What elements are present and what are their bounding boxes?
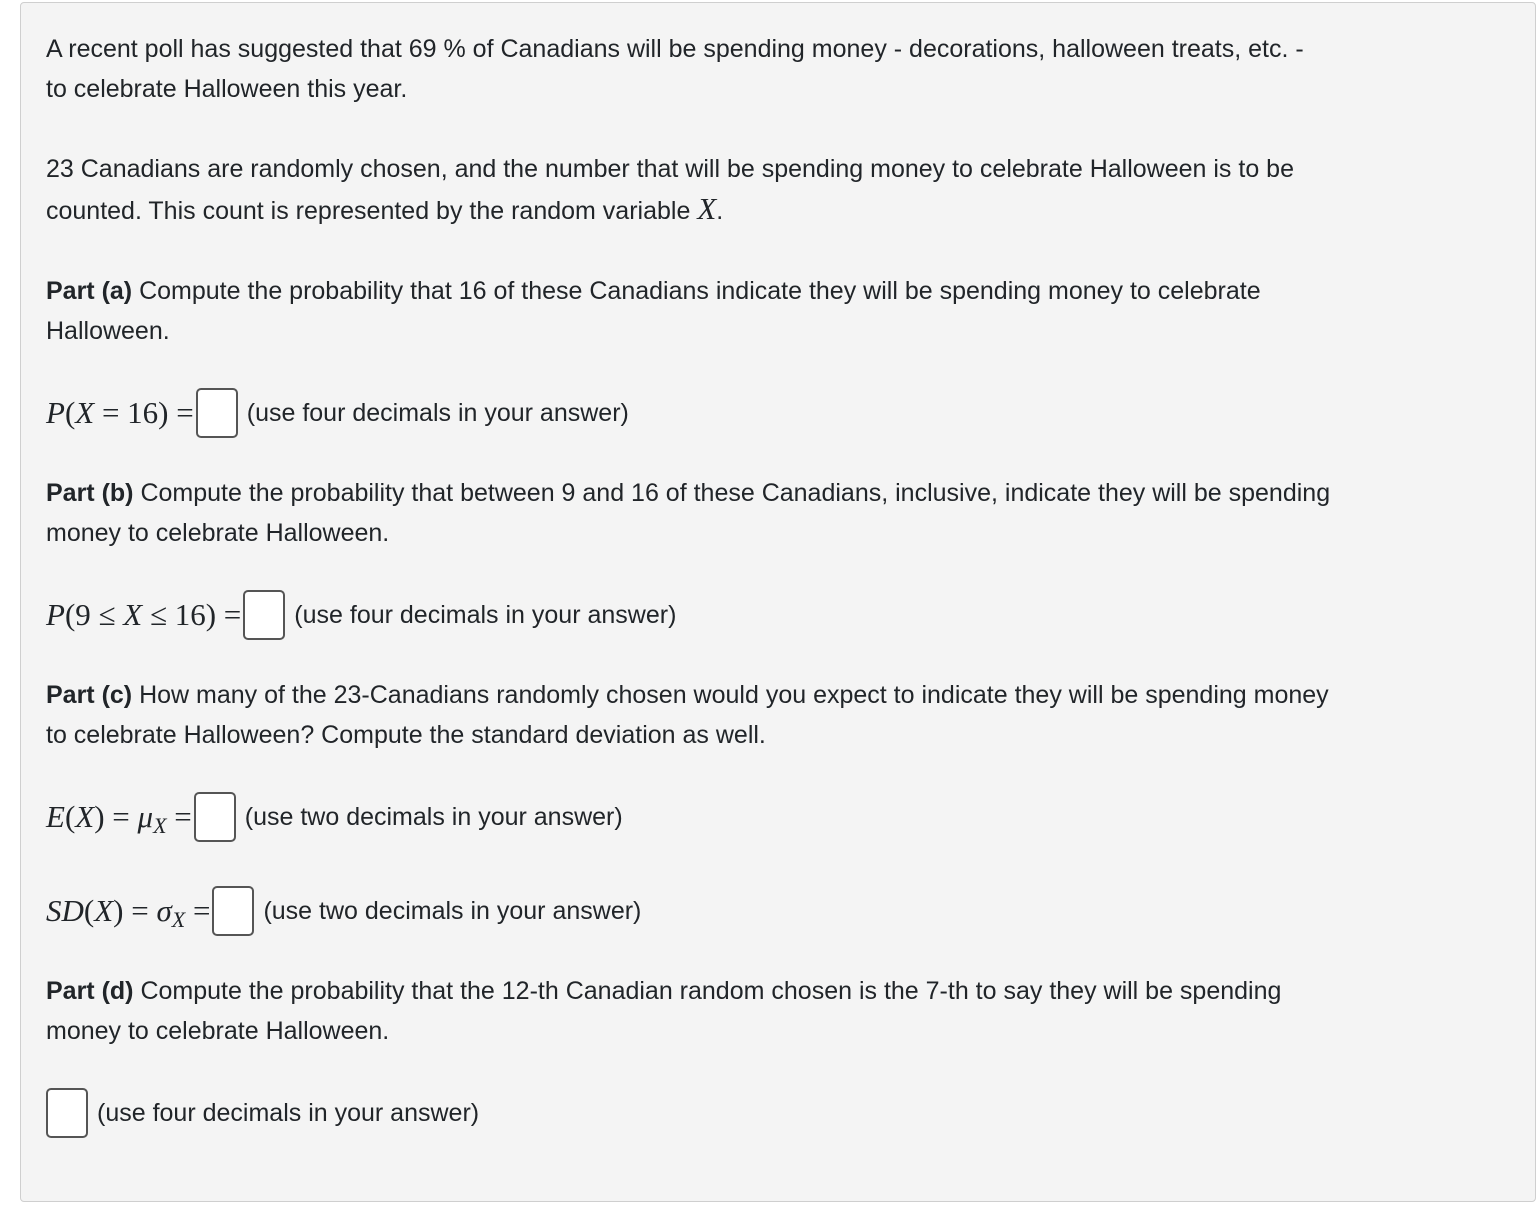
- intro-line-1: A recent poll has suggested that 69 % of Canadians will be spending money - decorations, halloween treats, etc. -: [46, 35, 1304, 63]
- part-c-sd-row: [46, 885, 1516, 937]
- part-d-answer-row: [46, 1087, 1516, 1139]
- part-b-prompt-line-2: money to celebrate Halloween.: [46, 519, 390, 547]
- part-c-prompt: [46, 675, 1516, 715]
- part-a-label: Part (a): [46, 277, 133, 305]
- part-d-prompt: [46, 971, 1516, 1011]
- part-a-prompt: [46, 271, 1516, 311]
- part-b-answer-input[interactable]: [243, 590, 285, 640]
- part-d-label: Part (d): [46, 977, 134, 1005]
- part-a-prompt-line-2: Halloween.: [46, 317, 170, 345]
- part-a-expression: P(X = 16) =: [46, 395, 194, 430]
- part-c-label: Part (c): [46, 681, 133, 709]
- part-c-mean-hint: (use two decimals in your answer): [244, 802, 623, 831]
- part-b-text: Compute the probability that between 9 and 16 of these Canadians, inclusive, indicate they will be spending: [133, 479, 1331, 507]
- question-content: [46, 29, 1516, 1139]
- part-d-hint: (use four decimals in your answer): [97, 1098, 480, 1127]
- part-c-sd-input[interactable]: [212, 886, 254, 936]
- intro-line-2: to celebrate Halloween this year.: [46, 75, 408, 103]
- random-variable-x: X: [697, 191, 717, 226]
- part-b-label: Part (b): [46, 479, 134, 507]
- part-a-answer-input[interactable]: [196, 388, 238, 438]
- part-d-prompt-line-2: money to celebrate Halloween.: [46, 1017, 390, 1045]
- part-c-mean-expression: E(X) = μX =: [46, 799, 192, 838]
- part-c-mean-input[interactable]: [194, 792, 236, 842]
- part-d-answer-input[interactable]: [46, 1088, 88, 1138]
- part-a-hint: (use four decimals in your answer): [246, 398, 629, 427]
- part-d-text: Compute the probability that the 12-th Canadian random chosen is the 7-th to say they will be spending: [133, 977, 1282, 1005]
- part-a-answer-row: [46, 387, 1516, 439]
- part-b-prompt: [46, 473, 1516, 513]
- part-c-sd-expression: SD(X) = σX =: [46, 893, 211, 932]
- part-c-mean-row: [46, 791, 1516, 843]
- part-b-hint: (use four decimals in your answer): [294, 600, 677, 629]
- part-c-text: How many of the 23-Canadians randomly chosen would you expect to indicate they will be spending money: [132, 681, 1329, 709]
- question-card: [20, 2, 1536, 1202]
- part-a-text: Compute the probability that 16 of these Canadians indicate they will be spending money to celebrate: [132, 277, 1261, 305]
- setup-line-1: 23 Canadians are randomly chosen, and the number that will be spending money to celebrate Halloween is to be: [46, 155, 1294, 183]
- part-c-sd-hint: (use two decimals in your answer): [263, 896, 642, 925]
- part-b-answer-row: [46, 589, 1516, 641]
- setup-line-2: counted. This count is represented by the random variable X.: [46, 191, 724, 226]
- part-c-prompt-line-2: to celebrate Halloween? Compute the standard deviation as well.: [46, 721, 766, 749]
- part-b-expression: P(9 ≤ X ≤ 16) =: [46, 597, 242, 632]
- setup-line-2-text: counted. This count is represented by the random variable: [46, 197, 698, 225]
